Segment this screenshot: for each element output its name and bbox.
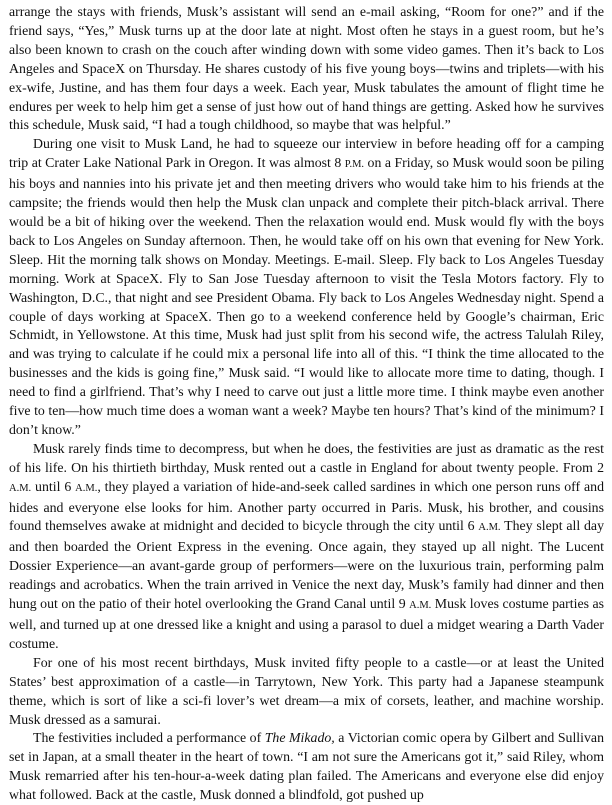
paragraph-text: a Victorian comic opera by Gilbert and Sullivan set in Japan, at a small theater in the heart of town. “I am not sure the Americans got it,” said Riley, whom Musk remarried after his ten-hour-a-week dating plan failed. The Americans and everyone else did enjoy what followed. Back at the castle, Musk donned a blindfold, got pushed up — [9, 730, 604, 803]
paragraph-text: until 6 — [31, 478, 76, 494]
paragraph-text: , they played a variation of hide-and-seek called sardines in which one person runs off and hides and everyone else looks for him. Another party occurred in Paris. Musk, his brother, and cousins found themselves awake at midnight and decided to bicycle through the city until 6 — [9, 478, 605, 534]
paragraph-text: They slept all day and then boarded the Orient Express in the evening. Once again, they stayed up all night. The Lucent Dossier Experience—an avant-garde group of performers—were on the luxurious train, performing palm readings and acrobatics. When the train arrived in Venice the next day, Musk’s family had dinner and then hung out on the patio of their hotel overlooking the Grand Canal until 9 — [9, 518, 604, 612]
paragraph-text: For one of his most recent birthdays, Musk invited fifty people to a castle—or at least the United States’ best approximation of a castle—in Tarrytown, New York. This party had a Japanese steampunk theme, which is sort of like a sci-fi lover’s wet dream—a mix of corsets, leather, and machine worship. Musk dressed as a samurai. — [9, 654, 604, 727]
paragraph-1 — [9, 3, 604, 135]
paragraph-5 — [9, 729, 604, 805]
paragraph-text: During one visit to Musk Land, he had to squeeze our interview in before heading off for a camping trip at Crater Lake National Park in Oregon. It was almost 8 — [9, 136, 604, 171]
time-abbreviation: A.M. — [409, 600, 432, 612]
work-title: The Mikado, — [264, 730, 335, 746]
paragraph-text: arrange the stays with friends, Musk’s assistant will send an e-mail asking, “Room for one?” and if the friend says, “Yes,” Musk turns up at the door late at night. Most often he stays in a guest room, but he’s also been known to crash on the couch after winding down with some video games. Then it’s back to Los Angeles and SpaceX on Thursday. He shares custody of his five young boys—twins and triplets—with his ex-wife, Justine, and has them four days a week. Each year, Musk tabulates the amount of flight time he endures per week to help him get a sense of just how out of hand things are getting. Asked how he survives this schedule, Musk said, “I had a tough childhood, so maybe that was helpful.” — [9, 4, 604, 133]
paragraph-text: on a Friday, so Musk would soon be piling his boys and nannies into his private jet and then meeting drivers who would take him to his friends at the campsite; the friends would then help the Musk clan unpack and complete their pitch-black arrival. There would be a bit of hiking over the weekend. Then the relaxation would end. Musk would fly with the boys back to Los Angeles on Sunday afternoon. Then, he would take off on his own that evening for New York. Sleep. Hit the morning talk shows on Monday. Meetings. E-mail. Sleep. Fly back to Los Angeles Tuesday morning. Work at SpaceX. Fly to San Jose Tuesday afternoon to visit the Tesla Motors factory. Fly to Washington, D.C., that night and see President Obama. Fly back to Los Angeles Wednesday night. Spend a couple of days working at SpaceX. Then go to a weekend conference held by Google’s chairman, Eric Schmidt, in Yellowstone. At this time, Musk had just split from his second wife, the actress Talulah Riley, and was trying to calculate if he could mix a personal life into all of this. “I think the time allocated to the businesses and the kids is going fine,” Musk said. “I would like to allocate more time to dating, though. I need to find a girlfriend. That’s why I need to carve out just a little more time. I think maybe even another five to ten—how much time does a woman want a week? Maybe ten hours? That’s kind of the minimum? I don’t know.” — [9, 155, 604, 437]
time-abbreviation: A.M. — [478, 522, 501, 534]
book-page — [9, 3, 604, 805]
paragraph-3 — [9, 440, 604, 654]
time-abbreviation: A.M. — [75, 482, 98, 494]
paragraph-text: The festivities included a performance of — [33, 730, 265, 746]
paragraph-4 — [9, 654, 604, 730]
paragraph-text: Musk rarely finds time to decompress, but when he does, the festivities are just as dramatic as the rest of his life. On his thirtieth birthday, Musk rented out a castle in England for about twenty people. From 2 — [9, 440, 604, 475]
time-abbreviation: A.M. — [9, 482, 32, 494]
paragraph-text: Musk loves costume parties as well, and turned up at one dressed like a knight and using a parasol to duel a midget wearing a Darth Vader costume. — [9, 596, 605, 651]
time-abbreviation: P.M. — [344, 159, 365, 171]
paragraph-2 — [9, 135, 604, 440]
